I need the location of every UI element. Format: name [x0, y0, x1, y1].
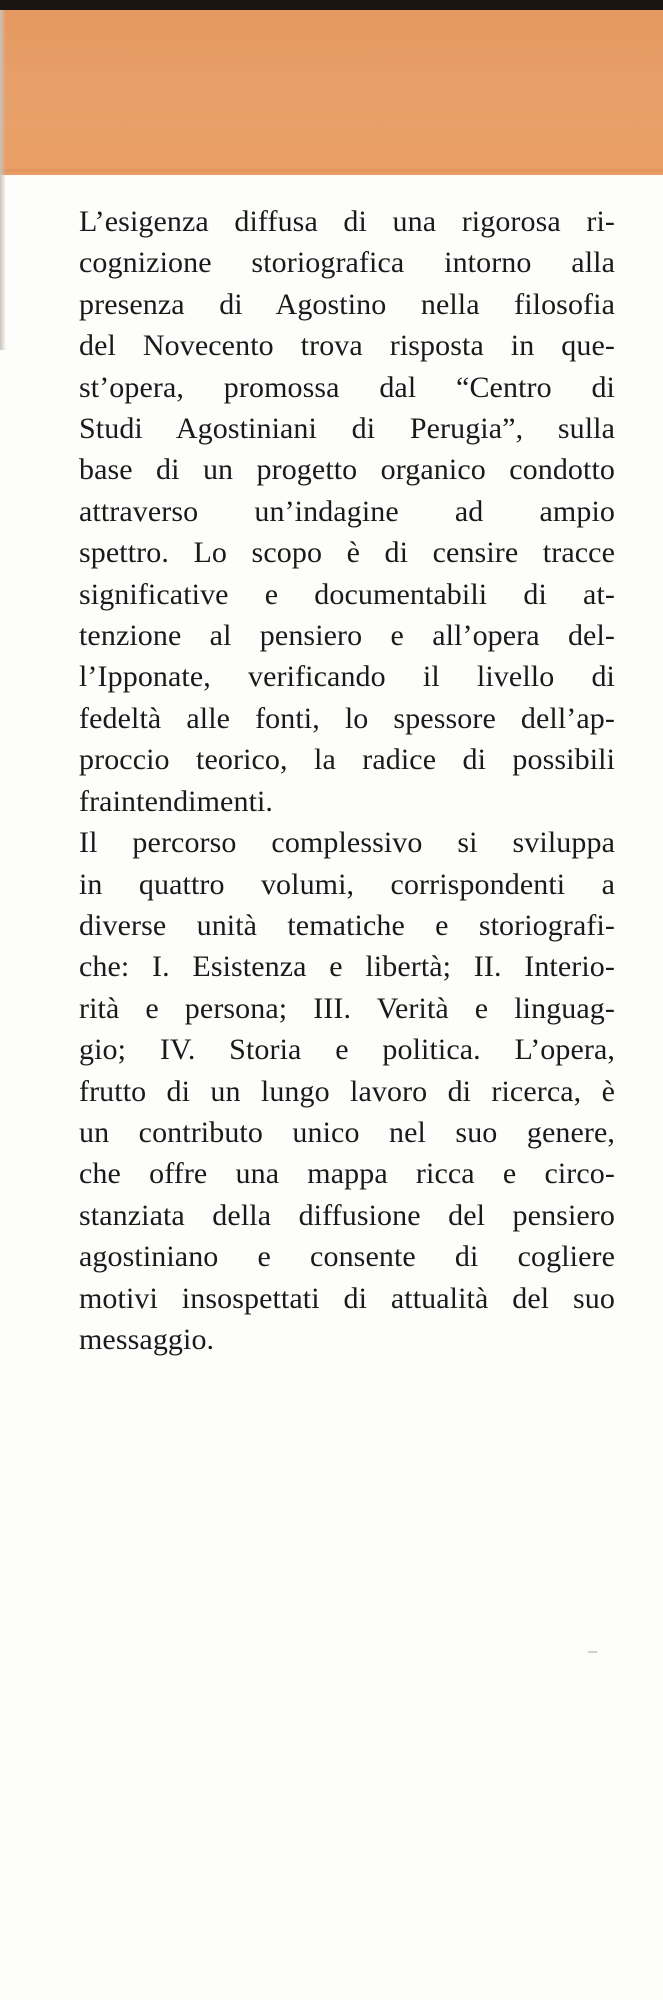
- text-line: messaggio.: [79, 1322, 215, 1356]
- text-line: proccio teorico, la radice di possibili: [79, 743, 615, 777]
- small-dash-mark: [588, 1651, 597, 1653]
- text-line: cognizione storiografica intorno alla: [79, 246, 615, 280]
- text-line: attraverso un’indagine ad ampio: [79, 494, 615, 528]
- paragraph-1: [79, 201, 615, 822]
- text-line: fraintendimenti.: [79, 784, 274, 818]
- text-line: fedeltà alle fonti, lo spessore dell’ap-: [79, 701, 615, 735]
- text-line: Studi Agostiniani di Perugia”, sulla: [79, 412, 615, 446]
- text-line: l’Ipponate, verificando il livello di: [79, 660, 615, 694]
- text-line: significative e documentabili di at-: [79, 577, 615, 611]
- top-dark-edge: [0, 0, 663, 10]
- text-line: gio; IV. Storia e politica. L’opera,: [79, 1033, 615, 1067]
- text-line: che: I. Esistenza e libertà; II. Interio-: [79, 950, 615, 984]
- text-line: del Novecento trova risposta in que-: [79, 329, 615, 363]
- text-line: spettro. Lo scopo è di censire tracce: [79, 536, 615, 570]
- text-line: tenzione al pensiero e all’opera del-: [79, 619, 615, 653]
- text-line: frutto di un lungo lavoro di ricerca, è: [79, 1074, 615, 1108]
- text-line: st’opera, promossa dal “Centro di: [79, 370, 615, 404]
- text-line: base di un progetto organico condotto: [79, 453, 615, 487]
- orange-header-band: [0, 10, 663, 175]
- flap-text: [79, 201, 615, 1360]
- text-line: che offre una mappa ricca e circo-: [79, 1157, 615, 1191]
- text-line: in quattro volumi, corrispondenti a: [79, 867, 615, 901]
- text-line: Il percorso complessivo si sviluppa: [79, 826, 615, 860]
- text-line: agostiniano e consente di cogliere: [79, 1240, 615, 1274]
- text-line: diverse unità tematiche e storiografi-: [79, 908, 615, 942]
- text-line: stanziata della diffusione del pensiero: [79, 1198, 615, 1232]
- text-line: presenza di Agostino nella filosofia: [79, 287, 615, 321]
- left-fold-shadow: [0, 10, 6, 350]
- text-line: motivi insospettati di attualità del suo: [79, 1281, 615, 1315]
- text-line: L’esigenza diffusa di una rigorosa ri-: [79, 205, 615, 238]
- text-line: rità e persona; III. Verità e linguag-: [79, 991, 615, 1025]
- text-line: un contributo unico nel suo genere,: [79, 1115, 615, 1149]
- paragraph-2: [79, 822, 615, 1360]
